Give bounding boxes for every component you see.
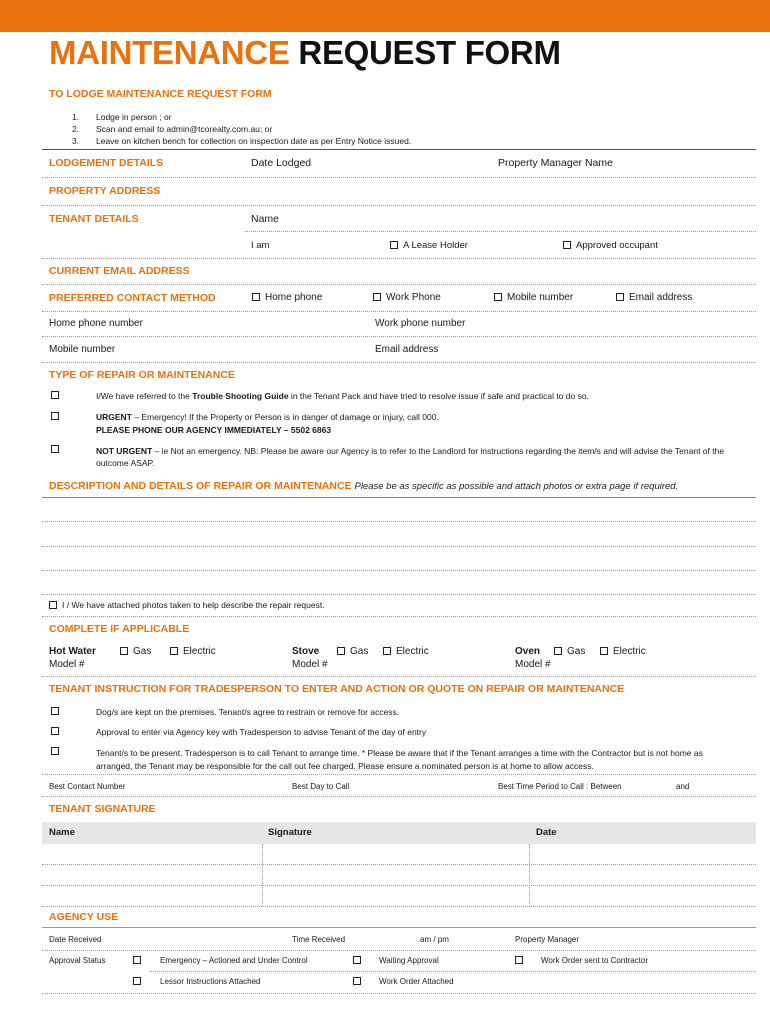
- checkbox[interactable]: [120, 647, 128, 655]
- signature-row-2[interactable]: [42, 885, 756, 886]
- description-line-1[interactable]: [42, 521, 756, 522]
- divider: [42, 497, 756, 498]
- description-heading: DESCRIPTION AND DETAILS OF REPAIR OR MAINTENANCE: [49, 480, 352, 492]
- lease-holder-option[interactable]: [390, 240, 468, 251]
- checkbox[interactable]: [170, 647, 178, 655]
- table-vline: [262, 844, 263, 906]
- contact-mobile[interactable]: [494, 292, 573, 303]
- hot-water-model: Model #: [49, 659, 85, 670]
- checkbox-agency-key[interactable]: [51, 727, 59, 735]
- stove-electric[interactable]: [383, 646, 429, 657]
- checkbox[interactable]: [494, 293, 502, 301]
- date-lodged-label: Date Lodged: [251, 157, 312, 169]
- checkbox[interactable]: [383, 647, 391, 655]
- checkbox[interactable]: [616, 293, 624, 301]
- lodge-num-3: 3.: [72, 136, 80, 146]
- emergency-label: Emergency – Actioned and Under Control: [160, 956, 308, 965]
- field-line: [42, 950, 756, 951]
- field-line: [42, 177, 756, 178]
- oven-model: Model #: [515, 659, 551, 670]
- title-accent: MAINTENANCE: [49, 34, 290, 71]
- checkbox-work-order-sent[interactable]: [515, 956, 523, 964]
- agency-phone-line: PLEASE PHONE OUR AGENCY IMMEDIATELY – 5502 6863: [96, 425, 332, 435]
- field-line: [42, 336, 756, 337]
- lodge-num-2: 2.: [72, 124, 80, 134]
- signature-table-header: [42, 822, 756, 844]
- checkbox-work-order-attached[interactable]: [353, 977, 361, 985]
- property-manager-use-label: Property Manager: [515, 935, 580, 944]
- hot-water-gas[interactable]: [120, 646, 151, 657]
- mobile-label: Mobile number: [49, 344, 116, 355]
- best-day-label: Best Day to Call: [292, 782, 350, 791]
- field-line: [42, 993, 756, 994]
- and-label: and: [676, 782, 690, 791]
- checkbox-waiting[interactable]: [353, 956, 361, 964]
- field-line: [42, 616, 756, 617]
- checkbox[interactable]: [600, 647, 608, 655]
- table-vline: [529, 844, 530, 906]
- instruction-heading: TENANT INSTRUCTION FOR TRADESPERSON TO ENTER AND ACTION OR QUOTE ON REPAIR OR MAINTENANCE: [49, 683, 625, 695]
- lodge-item-1: Lodge in person ; or: [96, 112, 172, 122]
- signature-row-1[interactable]: [42, 864, 756, 865]
- oven-gas[interactable]: [554, 646, 585, 657]
- contact-work-phone[interactable]: [373, 292, 441, 303]
- contact-option-label: Mobile number: [507, 292, 574, 303]
- checkbox-urgent[interactable]: [51, 412, 59, 420]
- instruction-dogs: Dog/s are kept on the premises. Tenant/s agree to restrain or remove for access.: [96, 707, 400, 717]
- description-note: Please be as specific as possible and attach photos or extra page if required.: [354, 481, 679, 492]
- gas-label: Gas: [567, 646, 586, 657]
- col-signature: Signature: [268, 827, 312, 838]
- urgent-label: URGENT: [96, 412, 132, 422]
- complete-heading: COMPLETE IF APPLICABLE: [49, 623, 190, 635]
- field-line: [42, 362, 756, 363]
- contact-option-label: Home phone: [265, 292, 323, 303]
- electric-label: Electric: [396, 646, 429, 657]
- work-order-sent-label: Work Order sent to Contractor: [541, 956, 648, 965]
- signature-row-3[interactable]: [42, 906, 756, 907]
- work-phone-label: Work phone number: [375, 318, 466, 329]
- tenant-details-heading: TENANT DETAILS: [49, 213, 139, 225]
- hot-water-label: Hot Water: [49, 646, 96, 657]
- not-urgent-label: NOT URGENT: [96, 446, 153, 456]
- stove-gas[interactable]: [337, 646, 368, 657]
- date-received-label: Date Received: [49, 935, 102, 944]
- divider: [42, 927, 756, 928]
- field-line: [42, 676, 756, 677]
- i-am-label: I am: [251, 240, 270, 251]
- contact-email[interactable]: [616, 292, 692, 303]
- electric-label: Electric: [613, 646, 646, 657]
- repair-type-heading: TYPE OF REPAIR OR MAINTENANCE: [49, 369, 235, 381]
- checkbox[interactable]: [49, 601, 57, 609]
- repair-opt-trouble-shooting: [96, 391, 589, 401]
- description-line-3[interactable]: [42, 570, 756, 571]
- opt-text: I/We have referred to the: [96, 391, 193, 401]
- home-phone-label: Home phone number: [49, 318, 143, 329]
- field-line: [150, 971, 756, 972]
- title-rest: REQUEST FORM: [298, 34, 561, 71]
- checkbox-trouble-shooting[interactable]: [51, 391, 59, 399]
- lodge-num-1: 1.: [72, 112, 80, 122]
- field-line: [42, 774, 756, 775]
- hot-water-electric[interactable]: [170, 646, 216, 657]
- photos-attached-label: I / We have attached photos taken to help describe the repair request.: [62, 600, 325, 610]
- contact-method-heading: PREFERRED CONTACT METHOD: [49, 292, 216, 304]
- checkbox[interactable]: [563, 241, 571, 249]
- tenant-name-label: Name: [251, 213, 280, 225]
- description-heading-row: [49, 480, 678, 492]
- field-line: [42, 284, 756, 285]
- col-name: Name: [49, 827, 75, 838]
- checkbox[interactable]: [390, 241, 398, 249]
- instruction-agency-key: Approval to enter via Agency key with Tradesperson to advise Tenant of the day of entry: [96, 727, 427, 737]
- opt-text: in the Tenant Pack and have tried to resolve issue if safe and practical to do so.: [288, 391, 589, 401]
- oven-electric[interactable]: [600, 646, 646, 657]
- approved-occupant-option[interactable]: [563, 240, 658, 251]
- lodgement-heading: LODGEMENT DETAILS: [49, 157, 164, 169]
- oven-label: Oven: [515, 646, 541, 657]
- field-line: [42, 311, 756, 312]
- current-email-heading: CURRENT EMAIL ADDRESS: [49, 265, 190, 277]
- contact-home-phone[interactable]: [252, 292, 322, 303]
- checkbox-lessor[interactable]: [133, 977, 141, 985]
- field-line: [42, 796, 756, 797]
- photos-attached-option[interactable]: [49, 600, 325, 610]
- property-manager-label: Property Manager Name: [498, 157, 613, 169]
- am-pm-label: am / pm: [420, 935, 449, 944]
- gas-label: Gas: [133, 646, 152, 657]
- opt-text: – ie Not an emergency. NB: Please be aware our Agency is to refer to the Landlord for instructions regarding the item/s and will advise the Tenant of the outcome ASAP.: [96, 446, 725, 468]
- approval-status-label: Approval Status: [49, 956, 106, 965]
- checkbox[interactable]: [373, 293, 381, 301]
- agency-use-heading: AGENCY USE: [49, 911, 119, 923]
- col-date: Date: [536, 827, 557, 838]
- best-time-label: Best Time Period to Call : Between: [498, 782, 622, 791]
- contact-option-label: Email address: [629, 292, 693, 303]
- email-address-label: Email address: [375, 344, 439, 355]
- checkbox-emergency[interactable]: [133, 956, 141, 964]
- work-order-attached-label: Work Order Attached: [379, 977, 454, 986]
- page-title: [49, 34, 561, 72]
- lease-holder-label: A Lease Holder: [403, 240, 468, 251]
- top-banner: [0, 0, 770, 32]
- repair-opt-not-urgent: [96, 445, 736, 469]
- field-line: [245, 231, 756, 232]
- checkbox[interactable]: [337, 647, 345, 655]
- instruction-tenant-present: Tenant/s to be present. Tradesperson is to call Tenant to arrange time. * Please be aware that if the Tenant arranges a time with the Contractor but is not home as arranged, the Tenant may be responsible for the call out fee charged. Please ensure a nominated person is at home to allow access.: [96, 748, 703, 771]
- checkbox[interactable]: [554, 647, 562, 655]
- field-line: [42, 258, 756, 259]
- divider: [42, 149, 756, 150]
- lodge-item-3: Leave on kitchen bench for collection on inspection date as per Entry Notice issued.: [96, 136, 412, 146]
- waiting-approval-label: Waiting Approval: [379, 956, 439, 965]
- repair-opt-urgent: [96, 412, 439, 422]
- signature-heading: TENANT SIGNATURE: [49, 803, 156, 815]
- lodge-heading: TO LODGE MAINTENANCE REQUEST FORM: [49, 88, 272, 100]
- approved-occupant-label: Approved occupant: [576, 240, 658, 251]
- trouble-shooting-guide: Trouble Shooting Guide: [192, 391, 289, 401]
- property-address-heading: PROPERTY ADDRESS: [49, 185, 161, 197]
- gas-label: Gas: [350, 646, 369, 657]
- checkbox-dogs[interactable]: [51, 707, 59, 715]
- checkbox-not-urgent[interactable]: [51, 445, 59, 453]
- checkbox-tenant-present[interactable]: [51, 747, 59, 755]
- stove-model: Model #: [292, 659, 328, 670]
- time-received-label: Time Received: [292, 935, 346, 944]
- lodge-item-2: Scan and email to admin@tcorealty.com.au; or: [96, 124, 273, 134]
- checkbox[interactable]: [252, 293, 260, 301]
- contact-option-label: Work Phone: [386, 292, 441, 303]
- opt-text: – Emergency! If the Property or Person is in danger of damage or injury, call 000.: [131, 412, 439, 422]
- field-line: [42, 205, 756, 206]
- best-contact-label: Best Contact Number: [49, 782, 126, 791]
- description-line-4[interactable]: [42, 594, 756, 595]
- electric-label: Electric: [183, 646, 216, 657]
- stove-label: Stove: [292, 646, 320, 657]
- description-line-2[interactable]: [42, 546, 756, 547]
- lessor-instructions-label: Lessor Instructions Attached: [160, 977, 261, 986]
